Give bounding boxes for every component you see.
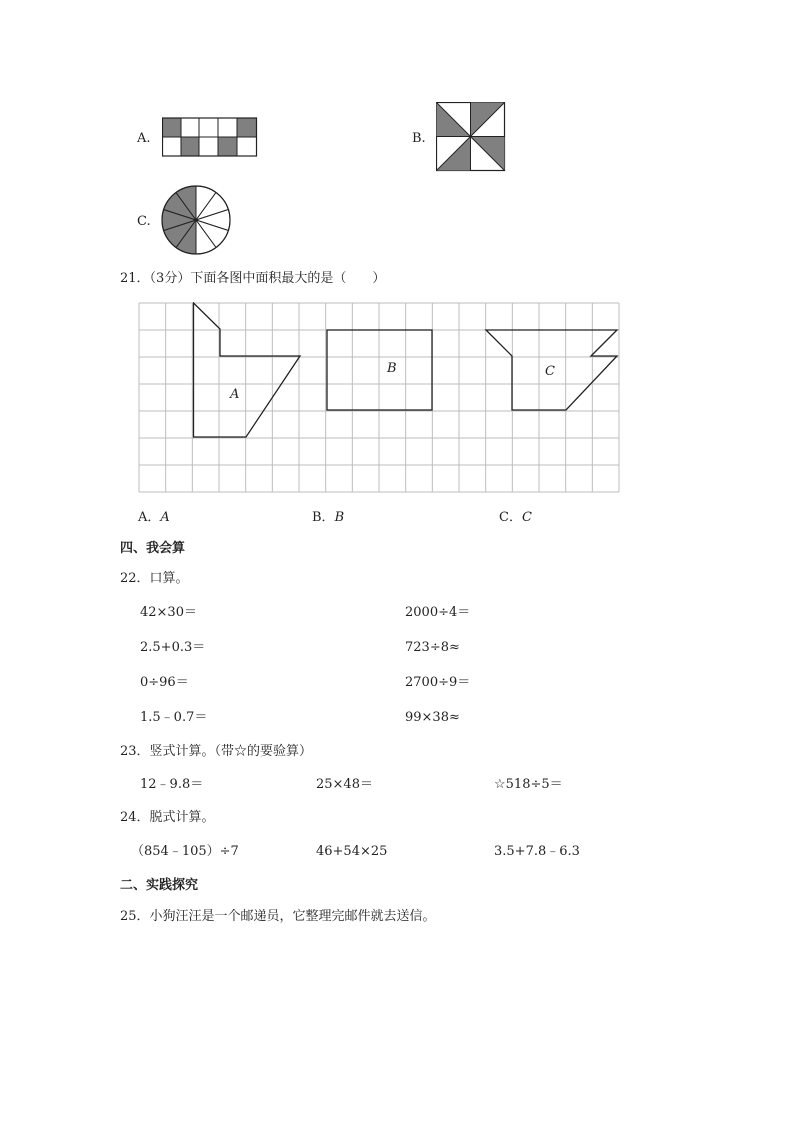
shape-c-label: C — [545, 364, 555, 379]
q21-option-a-value: A — [160, 510, 170, 525]
shaded-cell — [181, 137, 199, 156]
q21-option-c-value: C — [521, 510, 532, 525]
q23-item-2: 25×48＝ — [316, 777, 373, 792]
section-2-title: 二、实践探究 — [120, 878, 199, 893]
option-c-label: C. — [137, 214, 151, 229]
q22-right-3: 2700÷9＝ — [405, 675, 471, 690]
q21-option-b — [312, 510, 344, 526]
shaded-cell — [218, 137, 237, 156]
section-4-title: 四、我会算 — [120, 541, 186, 556]
q22-left-2: 2.5+0.3＝ — [140, 640, 206, 655]
q25-question: 25．小狗汪汪是一个邮递员，它整理完邮件就去送信。 — [120, 909, 436, 924]
q24-question: 24．脱式计算。 — [120, 810, 215, 825]
shape-a — [194, 303, 301, 437]
q21-option-c-label: C． — [499, 510, 522, 525]
q21-option-b-value: B — [334, 510, 345, 525]
q24-item-2: 46+54×25 — [316, 844, 388, 859]
q21-question: 21．（3分）下面各图中面积最大的是（ ） — [120, 271, 386, 286]
q21-option-a-label: A． — [138, 510, 161, 525]
square-pinwheel-figure — [436, 102, 506, 172]
q22-right-4: 99×38≈ — [405, 710, 460, 725]
q24-item-3: 3.5+7.8﹣6.3 — [494, 844, 580, 859]
q22-question: 22．口算。 — [120, 571, 189, 586]
q22-right-2: 723÷8≈ — [405, 640, 460, 655]
shape-b-label: B — [387, 361, 397, 376]
circle-sectors-figure — [160, 184, 232, 256]
q21-option-a — [138, 510, 170, 526]
grid-lines — [139, 303, 619, 492]
area-comparison-grid — [138, 302, 620, 494]
q23-item-3: ☆518÷5＝ — [494, 777, 563, 792]
q21-option-b-label: B． — [312, 510, 335, 525]
option-a-label: A. — [137, 131, 151, 146]
q22-left-3: 0÷96＝ — [140, 675, 189, 690]
q22-right-1: 2000÷4＝ — [405, 605, 471, 620]
q22-left-4: 1.5﹣0.7＝ — [140, 710, 208, 725]
option-b-label: B. — [412, 131, 426, 146]
grid-rectangle-figure — [162, 117, 258, 157]
q23-question: 23．竖式计算。（带☆的要验算） — [120, 744, 313, 759]
q24-item-1: （854﹣105）÷7 — [131, 844, 239, 859]
q23-item-1: 12﹣9.8＝ — [140, 777, 204, 792]
q22-left-1: 42×30＝ — [140, 605, 197, 620]
q21-option-c — [499, 510, 532, 526]
shape-a-label: A — [230, 387, 240, 402]
